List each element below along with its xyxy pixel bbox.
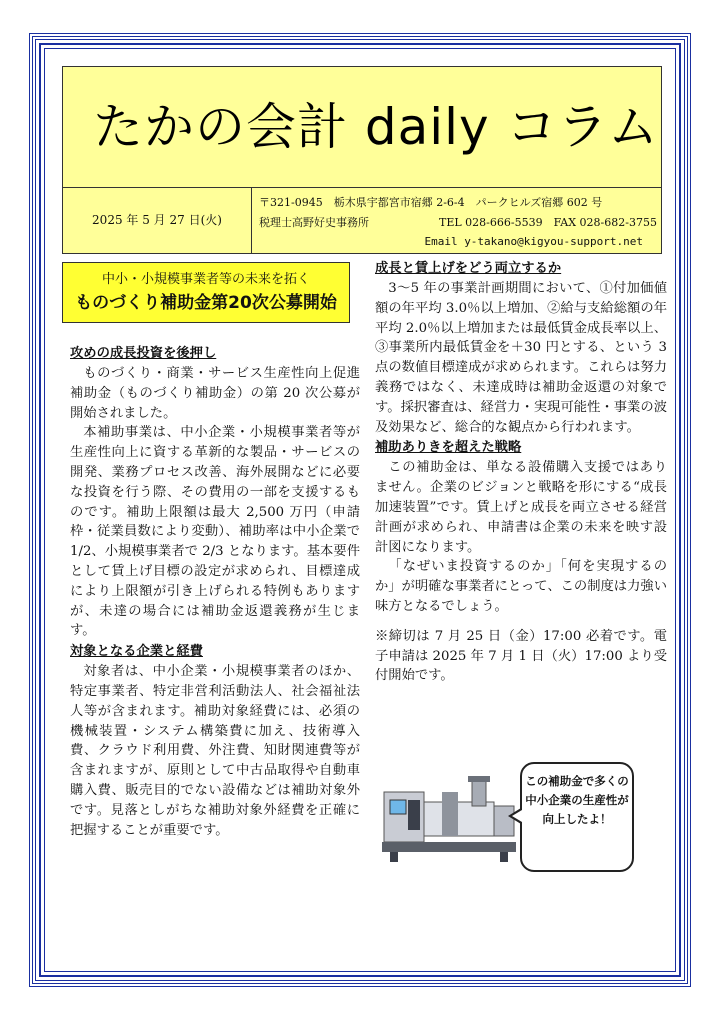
headline-title: ものづくり補助金第20次公募開始 [75,293,337,313]
title-banner [62,66,662,188]
office-email: Email y-takano@kigyou-support.net [424,235,643,248]
headline-subtitle: 中小・小規模事業者等の未来を拓く [101,272,310,287]
tel-fax: TEL 028-666-5539 FAX 028-682-3755 [439,216,657,229]
paragraph: 3～5 年の事業計画期間において、①付加価値額の年平均 3.0％以上増加、②給与支給総額の年平均 2.0％以上増加または最低賃金成長率以上、③事業所内最低賃金を＋30 円とする、という 3 点の数値目標達成が求められます。これらは努力義務ではなく、未達成時は補助金返還の対象です。採択審査は、経営力・実現可能性・事業の波及効果など、総合的な観点から行われます。 [375,281,667,435]
section-title-wage-growth: 成長と賃上げをどう両立するか [375,261,562,276]
article-headline [62,262,350,323]
office-name: 税理士高野好史事務所 [259,216,369,229]
industrial-machine-icon [382,772,516,862]
office-address: 〒321-0945 栃木県宇都宮市宿郷 2-6-4 パークヒルズ宿郷 602 号 [259,196,603,209]
left-column [70,343,360,840]
speech-bubble [520,762,634,872]
paragraph: 「なぜいま投資するのか」「何を実現するのか」が明確な事業者にとって、この制度は力強い味方となるでしょう。 [375,559,667,614]
info-bar [62,187,662,254]
deadline-note: ※締切は 7 月 25 日（金）17:00 必着です。電子申請は 2025 年 7 月 1 日（火）17:00 より受付開始です。 [375,628,667,684]
paragraph: ものづくり・商業・サービス生産性向上促進補助金（ものづくり補助金）の第 20 次公募が開始されました。 [70,366,360,421]
speech-bubble-tail-fill [512,810,522,822]
paragraph: この補助金は、単なる設備購入支援ではありません。企業のビジョンと戦略を形にする“成長加速装置”です。賃上げと成長を両立させる経営計画が求められ、申請書は企業の未来を映す設計図になります。 [375,460,667,555]
issue-date: 2025 年 5 月 27 日(火) [63,188,252,253]
section-title-growth-investment: 攻めの成長投資を後押し [70,346,217,361]
section-title-eligible: 対象となる企業と経費 [70,644,203,660]
right-column [375,258,667,686]
paragraph: 対象者は、中小企業・小規模事業者のほか、特定事業者、特定非営利活動法人、社会福祉法人等が含まれます。補助対象経費には、必須の機械装置・システム構築費に加え、技術導入費、クラウド利用費、外注費、知財関連費等が含まれますが、原則として中古品取得や自動車購入費、販売目的でない設備などは補助対象外です。見落としがちな補助対象外経費を正確に把握することが重要です。 [70,664,360,838]
speech-bubble-text: この補助金で多くの中小企業の生産性が向上したよ！ [525,774,629,826]
paragraph: 本補助事業は、中小企業・小規模事業者等が生産性向上に資する革新的な製品・サービスの開発、業務プロセス改善、海外展開などに必要な投資を行う際、その費用の一部を支援するものです。補助上限額は最大 2,500 万円（申請枠・従業員数により変動）、補助率は中小企業で 1/2、小規模事業者で 2/3 となります。基本要件として賃上げ目標の設定が求められ、目標達成により上限額が引き上げられる特例もありますが、未達の場合には補助金返還義務が生じます。 [70,425,360,639]
office-contact-line [259,213,655,233]
page-title: たかの会計 daily コラム [93,98,660,156]
section-title-strategy: 補助ありきを超えた戦略 [375,440,522,456]
